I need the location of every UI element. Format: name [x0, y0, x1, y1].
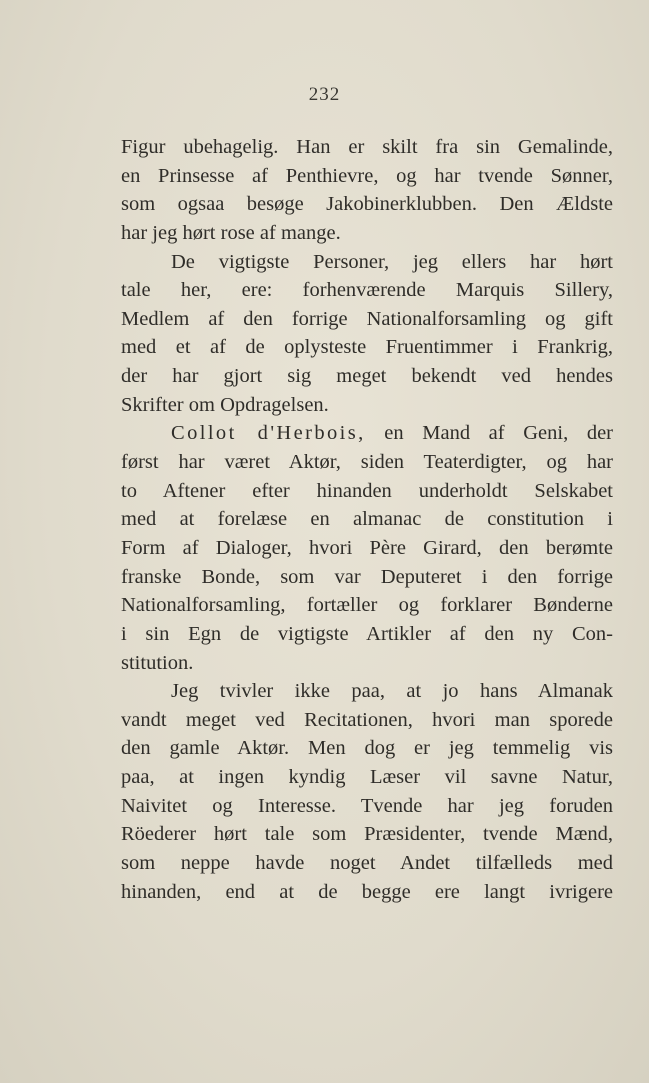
text-line: i sin Egn de vigtigste Artikler af den ny Con- [121, 622, 613, 645]
text-line: med et af de oplysteste Fruentimmer i Frankrig, [121, 336, 613, 359]
text-line: De vigtigste Personer, jeg ellers har hørt [171, 250, 613, 273]
text-line [121, 419, 613, 448]
page-number: 232 [308, 84, 341, 105]
text-line: Figur ubehagelig. Han er skilt fra sin Gemalinde, [121, 136, 613, 158]
text-line: Form af Dialoger, hvori Père Girard, den berømte [121, 536, 613, 559]
text-line: Skrifter om Opdragelsen. [121, 393, 329, 416]
body-text [121, 133, 613, 906]
text-line: Naivitet og Interesse. Tvende har jeg foruden [121, 794, 613, 817]
spaced-name: Collot d'Herbois, [171, 422, 366, 445]
text-line: har jeg hørt rose af mange. [121, 221, 341, 244]
text-line: den gamle Aktør. Men dog er jeg temmelig vis [121, 737, 613, 760]
text-line-rest: en Mand af Geni, der [384, 422, 613, 445]
text-line: en Prinsesse af Penthievre, og har tvende Sønner, [121, 164, 613, 187]
text-line: Medlem af den forrige Nationalforsamling og gift [121, 307, 613, 330]
text-line: to Aftener efter hinanden underholdt Selskabet [121, 479, 613, 502]
text-line: først har været Aktør, siden Teaterdigter, og har [121, 451, 613, 474]
text-line: som ogsaa besøge Jakobinerklubben. Den Ældste [121, 193, 613, 216]
text-line: hinanden, end at de begge ere langt ivrigere [121, 880, 613, 903]
text-line: stitution. [121, 651, 194, 674]
text-line: franske Bonde, som var Deputeret i den forrige [121, 565, 613, 588]
text-line: som neppe havde noget Andet tilfælleds med [121, 852, 613, 875]
text-line: med at forelæse en almanac de constitution i [121, 508, 613, 531]
text-line: der har gjort sig meget bekendt ved hendes [121, 365, 613, 388]
text-line: tale her, ere: forhenværende Marquis Sillery, [121, 279, 613, 302]
text-line: Röederer hørt tale som Præsidenter, tvende Mænd, [121, 823, 613, 846]
text-line: Nationalforsamling, fortæller og forklarer Bønderne [121, 594, 613, 617]
text-line: vandt meget ved Recitationen, hvori man sporede [121, 708, 613, 731]
text-line: Jeg tvivler ikke paa, at jo hans Almanak [171, 680, 613, 703]
text-line: paa, at ingen kyndig Læser vil savne Natur, [121, 766, 613, 789]
